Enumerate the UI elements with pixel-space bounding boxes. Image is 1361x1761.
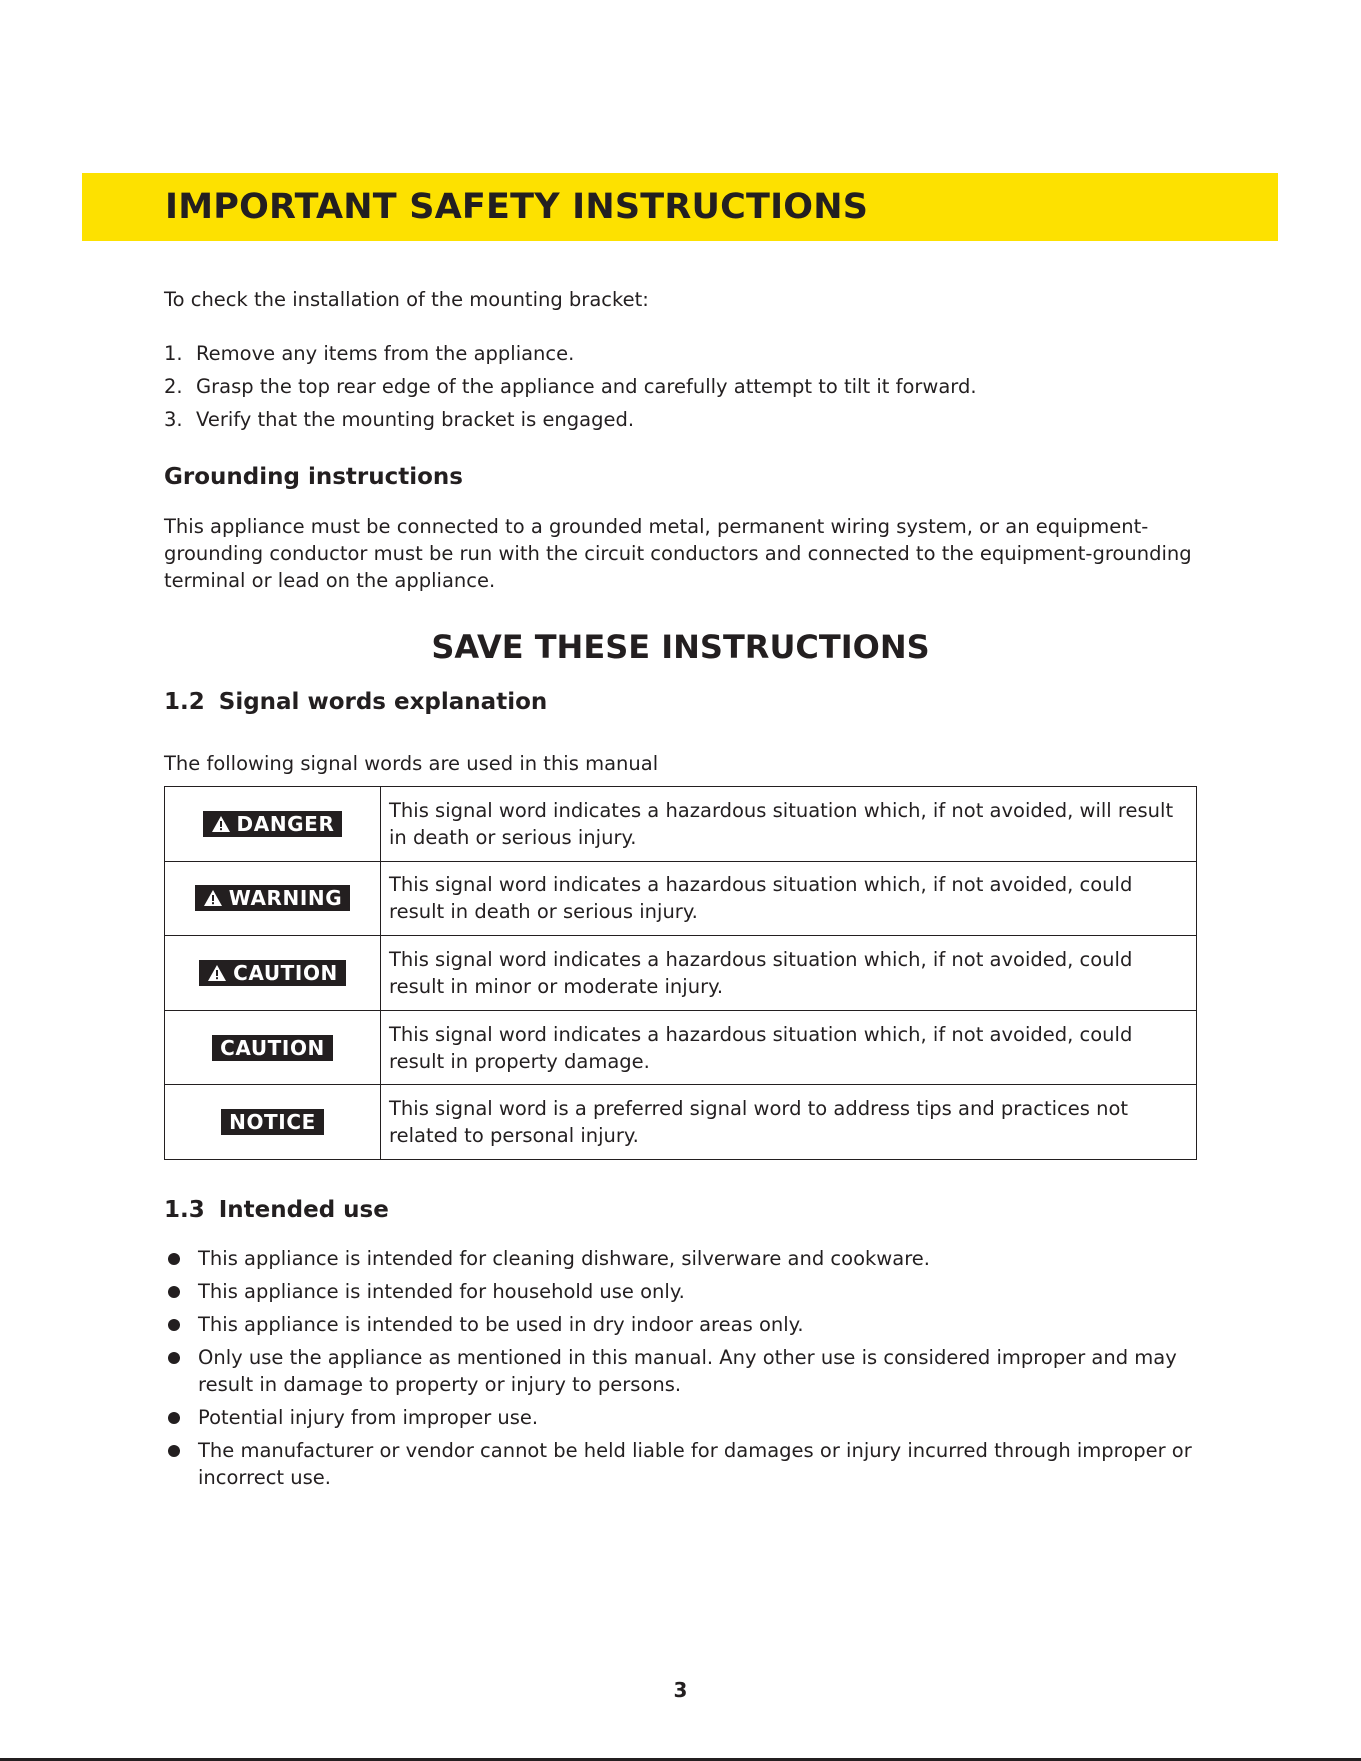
list-item-text: Only use the appliance as mentioned in this manual. Any other use is considered improper and may result in damage to property or injury to persons. bbox=[198, 1346, 1177, 1396]
table-row bbox=[165, 1010, 1197, 1085]
section-number: 1.3 bbox=[164, 1197, 205, 1223]
description-cell: This signal word indicates a hazardous situation which, if not avoided, could result in property damage. bbox=[381, 1010, 1197, 1085]
bullet-icon bbox=[168, 1253, 180, 1265]
section-heading-signal-words bbox=[164, 689, 1204, 715]
list-item-text: This appliance is intended for cleaning dishware, silverware and cookware. bbox=[198, 1247, 930, 1270]
caution-injury-badge bbox=[199, 960, 346, 986]
badge-cell bbox=[165, 1085, 381, 1160]
description-cell: This signal word is a preferred signal word to address tips and practices not related to personal injury. bbox=[381, 1085, 1197, 1160]
bullet-icon bbox=[168, 1352, 180, 1364]
badge-cell bbox=[165, 1010, 381, 1085]
bullet-icon bbox=[168, 1319, 180, 1331]
badge-cell bbox=[165, 936, 381, 1011]
warning-triangle-icon bbox=[207, 964, 227, 982]
list-item bbox=[164, 403, 1204, 436]
grounding-text: This appliance must be connected to a grounded metal, permanent wiring system, or an equipment-grounding conductor must be run with the circuit conductors and connected to the equipment-grounding terminal or lead on the appliance. bbox=[164, 515, 1192, 592]
section-title: Intended use bbox=[218, 1197, 389, 1223]
intended-use-list bbox=[164, 1245, 1204, 1497]
step-number: 2. bbox=[164, 375, 183, 398]
badge-label: CAUTION bbox=[220, 1035, 325, 1060]
badge-label: CAUTION bbox=[233, 960, 338, 985]
table-row bbox=[165, 1085, 1197, 1160]
section-number: 1.2 bbox=[164, 689, 205, 715]
step-number: 3. bbox=[164, 408, 183, 431]
list-item-text: This appliance is intended to be used in dry indoor areas only. bbox=[198, 1313, 804, 1336]
bullet-icon bbox=[168, 1286, 180, 1298]
warning-badge bbox=[195, 885, 351, 911]
badge-label: NOTICE bbox=[229, 1110, 316, 1135]
list-item-text: Potential injury from improper use. bbox=[198, 1406, 539, 1429]
list-item bbox=[164, 1278, 1204, 1305]
description-cell: This signal word indicates a hazardous situation which, if not avoided, will result in death or serious injury. bbox=[381, 787, 1197, 862]
list-item bbox=[164, 1404, 1204, 1431]
list-item bbox=[164, 1344, 1204, 1398]
page-title: IMPORTANT SAFETY INSTRUCTIONS bbox=[165, 187, 869, 227]
save-instructions-heading: SAVE THESE INSTRUCTIONS bbox=[431, 628, 930, 666]
step-text: Remove any items from the appliance. bbox=[196, 342, 575, 365]
description-cell: This signal word indicates a hazardous situation which, if not avoided, could result in death or serious injury. bbox=[381, 861, 1197, 936]
grounding-heading: Grounding instructions bbox=[164, 464, 463, 490]
list-item bbox=[164, 1311, 1204, 1338]
notice-badge bbox=[221, 1109, 324, 1135]
badge-label: DANGER bbox=[236, 811, 335, 836]
signal-words-table bbox=[164, 786, 1197, 1160]
step-number: 1. bbox=[164, 342, 183, 365]
list-item bbox=[164, 1437, 1204, 1491]
table-row bbox=[165, 787, 1197, 862]
badge-label: WARNING bbox=[228, 886, 343, 911]
badge-cell bbox=[165, 787, 381, 862]
warning-triangle-icon bbox=[211, 815, 231, 833]
page-number: 3 bbox=[673, 1678, 688, 1702]
description-cell: This signal word indicates a hazardous situation which, if not avoided, could result in minor or moderate injury. bbox=[381, 936, 1197, 1011]
badge-cell bbox=[165, 861, 381, 936]
step-text: Grasp the top rear edge of the appliance and carefully attempt to tilt it forward. bbox=[196, 375, 977, 398]
list-item-text: The manufacturer or vendor cannot be held liable for damages or injury incurred through improper or incorrect use. bbox=[198, 1439, 1192, 1489]
list-item bbox=[164, 1245, 1204, 1272]
list-item-text: This appliance is intended for household use only. bbox=[198, 1280, 685, 1303]
bullet-icon bbox=[168, 1445, 180, 1457]
bullet-icon bbox=[168, 1412, 180, 1424]
step-text: Verify that the mounting bracket is engaged. bbox=[196, 408, 635, 431]
table-row bbox=[165, 861, 1197, 936]
list-item bbox=[164, 337, 1204, 370]
table-row bbox=[165, 936, 1197, 1011]
bracket-check-intro: To check the installation of the mounting bracket: bbox=[164, 288, 649, 311]
danger-badge bbox=[203, 811, 343, 837]
section-title: Signal words explanation bbox=[218, 689, 548, 715]
signal-words-intro: The following signal words are used in this manual bbox=[164, 752, 659, 775]
bracket-check-steps bbox=[164, 337, 1204, 436]
list-item bbox=[164, 370, 1204, 403]
caution-property-badge bbox=[212, 1035, 333, 1061]
title-banner bbox=[82, 173, 1278, 241]
section-heading-intended-use bbox=[164, 1197, 1204, 1223]
warning-triangle-icon bbox=[203, 889, 223, 907]
